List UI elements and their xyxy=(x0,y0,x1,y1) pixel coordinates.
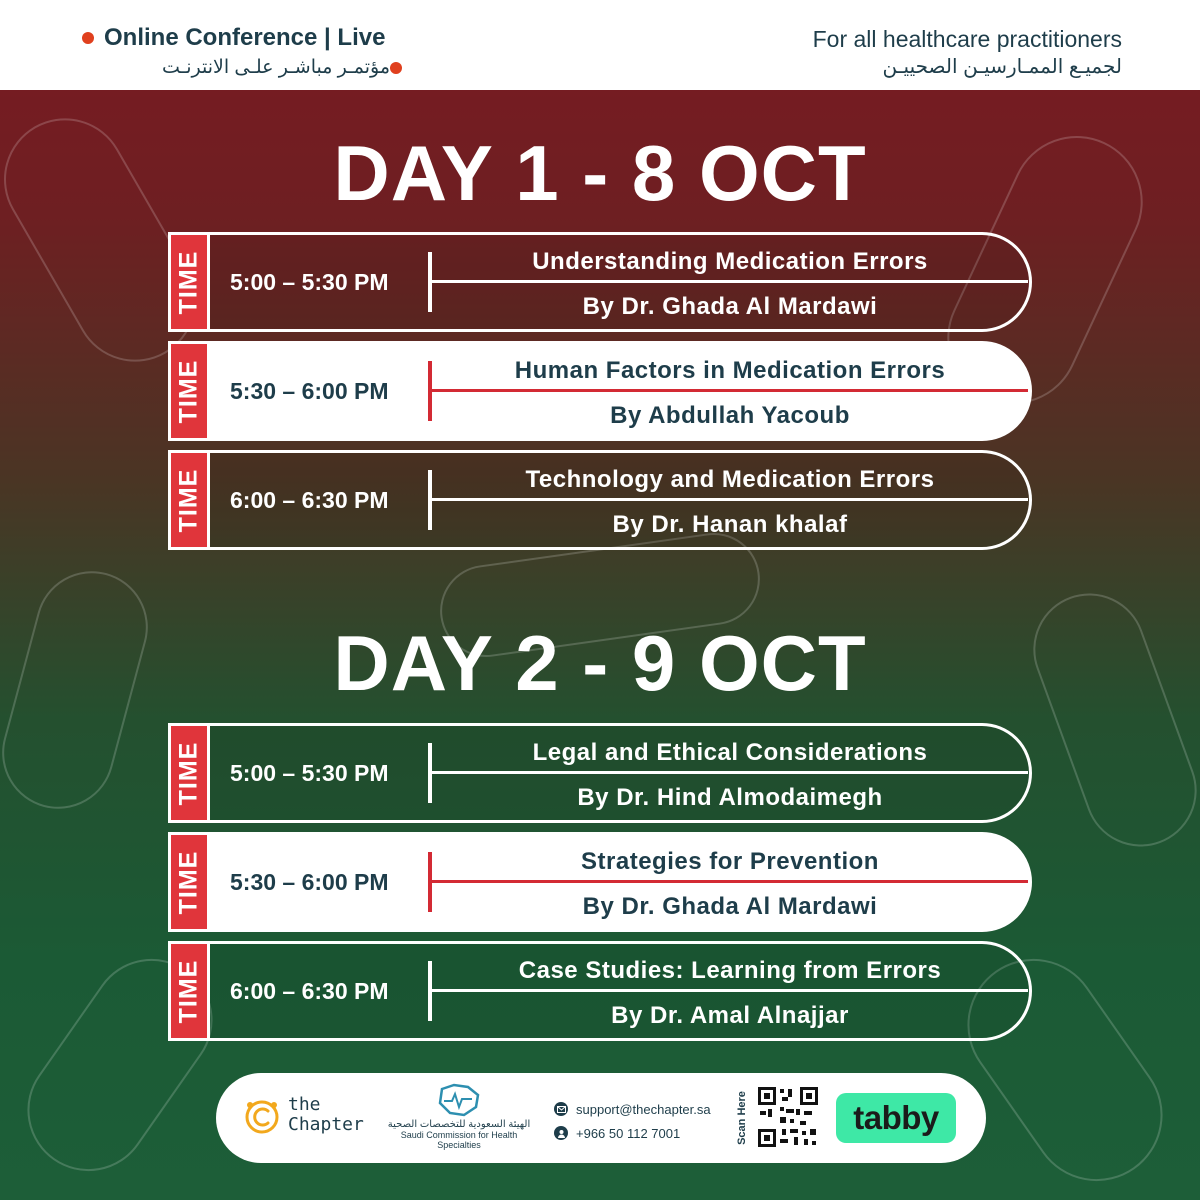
qr-code-icon[interactable] xyxy=(756,1085,820,1149)
time-tab xyxy=(168,723,210,823)
session-speaker: By Dr. Ghada Al Mardawi xyxy=(582,893,878,920)
session-row xyxy=(168,723,1032,823)
session-title: Understanding Medication Errors xyxy=(532,248,928,275)
time-tab xyxy=(168,832,210,932)
session-title: Technology and Medication Errors xyxy=(525,466,935,493)
divider xyxy=(428,989,1028,992)
time-tab xyxy=(168,232,210,332)
email-line[interactable] xyxy=(554,1099,711,1119)
time-tab-label: TIME xyxy=(174,850,203,914)
email-text[interactable]: support@thechapter.sa xyxy=(576,1101,711,1117)
session-title: Case Studies: Learning from Errors xyxy=(518,957,942,984)
scfhs-logo-icon xyxy=(434,1083,484,1117)
session-time: 6:00 – 6:30 PM xyxy=(230,486,389,513)
header-bar xyxy=(0,0,1200,90)
chapter-logo-icon xyxy=(240,1093,284,1137)
divider xyxy=(428,498,1028,501)
scan-label: Scan Here xyxy=(736,1091,748,1145)
session-title: Legal and Ethical Considerations xyxy=(532,739,928,766)
chapter-text-line2: Chapter xyxy=(288,1114,364,1135)
session-row xyxy=(168,341,1032,441)
time-tab-label: TIME xyxy=(174,250,203,314)
time-tab-label: TIME xyxy=(174,359,203,423)
session-title: Strategies for Prevention xyxy=(581,848,879,875)
session-row xyxy=(168,232,1032,332)
session-speaker: By Dr. Hind Almodaimegh xyxy=(577,784,883,811)
contact-info xyxy=(554,1099,711,1147)
divider xyxy=(428,880,1028,883)
time-tab-label: TIME xyxy=(174,959,203,1023)
phone-text[interactable]: +966 50 112 7001 xyxy=(576,1125,681,1141)
session-speaker: By Dr. Hanan khalaf xyxy=(612,511,848,538)
session-row xyxy=(168,941,1032,1041)
footer-bar xyxy=(216,1073,986,1163)
the-chapter-logo[interactable] xyxy=(240,1093,364,1137)
session-time: 6:00 – 6:30 PM xyxy=(230,977,389,1004)
time-tab xyxy=(168,941,210,1041)
chapter-text-line1: the xyxy=(288,1094,321,1115)
tabby-logo[interactable]: tabby xyxy=(836,1093,956,1143)
divider xyxy=(428,389,1028,392)
time-tab-label: TIME xyxy=(174,741,203,805)
session-speaker: By Dr. Amal Alnajjar xyxy=(611,1002,849,1029)
session-title: Human Factors in Medication Errors xyxy=(514,357,946,384)
conference-label-en: Online Conference | Live xyxy=(104,24,386,51)
mail-icon xyxy=(554,1102,568,1116)
day-1-title: DAY 1 - 8 OCT xyxy=(333,129,867,217)
user-icon xyxy=(554,1126,568,1140)
session-time: 5:00 – 5:30 PM xyxy=(230,759,389,786)
session-row xyxy=(168,832,1032,932)
time-tab xyxy=(168,450,210,550)
scfhs-name-en: Saudi Commission for Health Specialties xyxy=(400,1130,518,1150)
live-dot-icon xyxy=(390,62,402,74)
time-tab-label: TIME xyxy=(174,468,203,532)
time-tab xyxy=(168,341,210,441)
audience-ar: لجميـع الممـارسيـن الصحييـن xyxy=(882,56,1122,78)
conference-label-ar: مؤتمـر مباشـر علـى الانترنـت xyxy=(162,57,390,78)
live-dot-icon xyxy=(82,32,94,44)
conference-title-ar xyxy=(162,56,410,79)
scfhs-logo[interactable] xyxy=(384,1083,534,1150)
session-time: 5:00 – 5:30 PM xyxy=(230,268,389,295)
phone-line[interactable] xyxy=(554,1123,711,1143)
audience-en: For all healthcare practitioners xyxy=(812,26,1122,52)
session-speaker: By Dr. Ghada Al Mardawi xyxy=(582,293,878,320)
divider xyxy=(428,280,1028,283)
session-time: 5:30 – 6:00 PM xyxy=(230,377,389,404)
session-time: 5:30 – 6:00 PM xyxy=(230,868,389,895)
session-speaker: By Abdullah Yacoub xyxy=(610,402,850,429)
session-row xyxy=(168,450,1032,550)
scan-here-label xyxy=(732,1087,752,1149)
day-2-title: DAY 2 - 9 OCT xyxy=(333,619,867,707)
divider xyxy=(428,771,1028,774)
conference-title-en xyxy=(82,24,385,52)
scfhs-name-ar: الهيئة السعودية للتخصصات الصحية xyxy=(387,1119,531,1130)
